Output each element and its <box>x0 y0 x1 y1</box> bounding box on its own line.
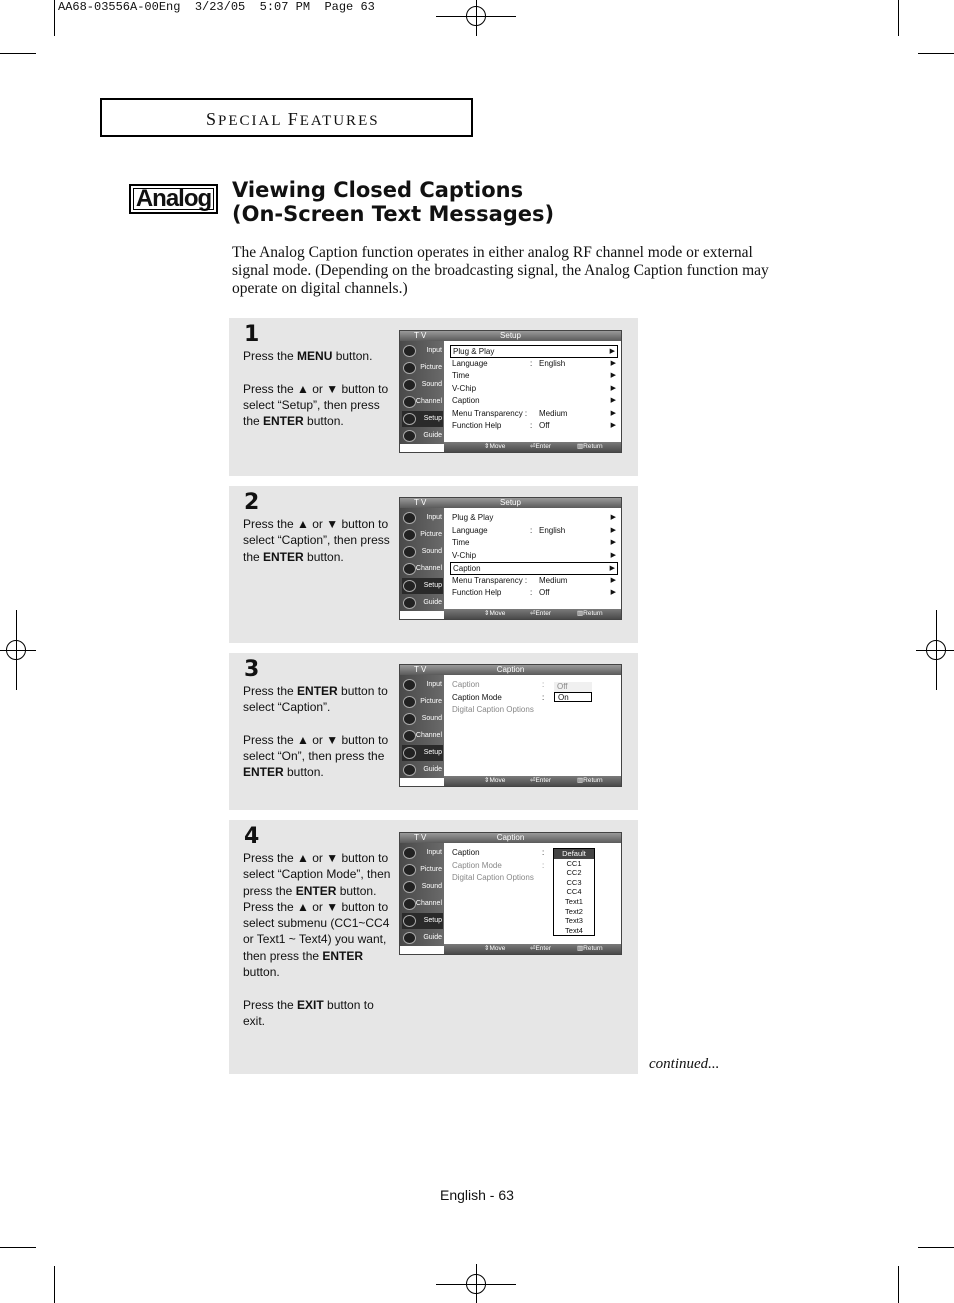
picture-icon <box>403 864 416 876</box>
input-icon <box>403 679 416 691</box>
sound-icon <box>403 713 416 725</box>
tv-screen-caption-mode: T V Caption Input Picture Sound Channel Setup Guide Caption : Caption Mode : Digital Caption Options Default CC1 CC2 CC3 CC4 Text1 Text2 Text3 Text4 ⇕ Move ⏎ Enter ▥ Return <box>399 832 622 955</box>
menu-item-time: Time ▶ <box>452 371 616 380</box>
tv-hint-bar: ⇕ Move ⏎ Enter ▥ Return <box>444 944 621 954</box>
tv-screen-setup: T V Setup Input Picture Sound Channel Setup Guide Plug & Play ▶ Language : English ▶ Time ▶ V-Chip ▶ Caption ▶ Menu Transparency : Medium ▶ Function Help : Off ▶ ⇕ Move ⏎ Enter ▥ Return <box>399 330 622 453</box>
picture-icon <box>403 529 416 541</box>
setup-menu-list <box>450 512 618 600</box>
picture-icon <box>403 362 416 374</box>
step-instructions: Press the ▲ or ▼ button to select “Caption Mode”, then press the ENTER button. Press the ▲ or ▼ button to select submenu (CC1~CC4 or Text1 ~ Text4) you want, then press the ENTER button. Press the EXIT button to exit. <box>243 851 391 1028</box>
tv-sidebar: Input Picture Sound Channel Setup Guide <box>400 508 444 611</box>
crop-mark <box>898 0 899 36</box>
step-number: 3 <box>244 657 260 682</box>
setup-icon <box>403 413 416 425</box>
crop-mark <box>0 53 36 54</box>
step-instructions: Press the ▲ or ▼ button to select “Caption”, then press the ENTER button. <box>243 517 390 564</box>
menu-item-digital-options: Digital Caption Options <box>452 705 534 714</box>
input-icon <box>403 345 416 357</box>
crop-mark <box>918 53 954 54</box>
sound-icon <box>403 379 416 391</box>
input-icon <box>403 512 416 524</box>
setup-menu-list <box>450 345 618 433</box>
menu-item-caption-mode: Caption Mode : <box>452 692 545 702</box>
section-header <box>100 98 473 137</box>
crop-mark <box>0 1247 36 1248</box>
menu-item-function-help: Function Help : Off ▶ <box>452 421 616 430</box>
step-number: 2 <box>244 490 260 515</box>
menu-item-digital-options: Digital Caption Options <box>452 873 534 882</box>
registration-mark <box>456 1264 496 1303</box>
crop-mark <box>54 0 55 36</box>
menu-item-caption-mode: Caption Mode : <box>452 860 545 870</box>
tv-screen-caption-onoff: T V Caption Input Picture Sound Channel Setup Guide Caption : Caption Mode : Digital Caption Options Off On ⇕ Move ⏎ Enter ▥ Return <box>399 664 622 787</box>
step-number: 4 <box>244 824 260 849</box>
menu-item-caption: Caption ▶ <box>452 396 616 405</box>
step-4-panel <box>229 820 638 1074</box>
section-title: SPECIAL FEATURES <box>206 109 380 129</box>
tv-screen-setup-caption: T V Setup Input Picture Sound Channel Setup Guide Plug & Play ▶ Language : English ▶ Time ▶ V-Chip ▶ Caption ▶ Menu Transparency : Medium ▶ Function Help : Off ▶ ⇕ Move ⏎ Enter ▥ Return <box>399 497 622 620</box>
picture-icon <box>403 696 416 708</box>
tv-sidebar: Input Picture Sound Channel Setup Guide <box>400 341 444 444</box>
menu-item-transparency: Menu Transparency : Medium ▶ <box>452 575 616 585</box>
tv-hint-bar: ⇕ Move ⏎ Enter ▥ Return <box>444 776 621 786</box>
step-instructions: Press the ENTER button to select “Caption”. Press the ▲ or ▼ button to select “On”, then press the ENTER button. <box>243 684 389 780</box>
guide-icon <box>403 932 416 944</box>
menu-item-caption: Caption ▶ <box>450 562 618 575</box>
channel-icon <box>403 396 416 408</box>
tv-sidebar: Input Picture Sound Channel Setup Guide <box>400 843 444 946</box>
menu-item-caption: Caption : <box>452 680 545 689</box>
sound-icon <box>403 881 416 893</box>
setup-icon <box>403 580 416 592</box>
intro-paragraph: The Analog Caption function operates in either analog RF channel mode or external signal mode. (Depending on the broadcasting signal, the Analog Caption function may operate on digital channels.) <box>232 244 769 297</box>
menu-item-caption: Caption : <box>452 848 545 857</box>
step-instructions: Press the MENU button. Press the ▲ or ▼ button to select “Setup”, then press the ENTER button. <box>243 349 389 429</box>
registration-mark <box>0 630 36 670</box>
tv-hint-bar: ⇕ Move ⏎ Enter ▥ Return <box>444 609 621 619</box>
print-slug: AA68-03556A-00Eng 3/23/05 5:07 PM Page 63 <box>58 0 375 14</box>
menu-item-language: Language : English ▶ <box>452 525 616 535</box>
sound-icon <box>403 546 416 558</box>
analog-badge: Analog <box>129 184 218 214</box>
caption-menu-list <box>450 679 618 717</box>
crop-mark <box>54 1266 55 1303</box>
crop-mark <box>918 1247 954 1248</box>
menu-item-transparency: Menu Transparency : Medium ▶ <box>452 408 616 418</box>
page-number: English - 63 <box>440 1187 514 1203</box>
menu-item-language: Language : English ▶ <box>452 358 616 368</box>
menu-item-plug-play: Plug & Play ▶ <box>452 513 616 522</box>
menu-item-vchip: V-Chip ▶ <box>452 550 616 560</box>
step-2-panel <box>229 486 638 643</box>
setup-icon <box>403 747 416 759</box>
guide-icon <box>403 430 416 442</box>
step-number: 1 <box>244 322 260 347</box>
continued-note: continued... <box>649 1056 720 1072</box>
caption-mode-dropdown: Default CC1 CC2 CC3 CC4 Text1 Text2 Text3 Text4 <box>553 848 595 936</box>
guide-icon <box>403 764 416 776</box>
menu-item-vchip: V-Chip ▶ <box>452 383 616 393</box>
channel-icon <box>403 898 416 910</box>
tv-hint-bar: ⇕ Move ⏎ Enter ▥ Return <box>444 442 621 452</box>
step-1-panel <box>229 318 638 476</box>
caption-onoff-options: Off On <box>554 682 592 702</box>
setup-icon <box>403 915 416 927</box>
channel-icon <box>403 730 416 742</box>
menu-item-time: Time ▶ <box>452 538 616 547</box>
registration-mark <box>916 630 954 670</box>
menu-item-plug-play: Plug & Play ▶ <box>450 345 618 358</box>
menu-item-function-help: Function Help : Off ▶ <box>452 588 616 597</box>
tv-sidebar: Input Picture Sound Channel Setup Guide <box>400 675 444 778</box>
registration-mark <box>456 0 496 36</box>
input-icon <box>403 847 416 859</box>
crop-mark <box>898 1266 899 1303</box>
guide-icon <box>403 597 416 609</box>
channel-icon <box>403 563 416 575</box>
page-title: Viewing Closed Captions (On-Screen Text Messages) <box>232 178 555 226</box>
step-3-panel <box>229 653 638 810</box>
